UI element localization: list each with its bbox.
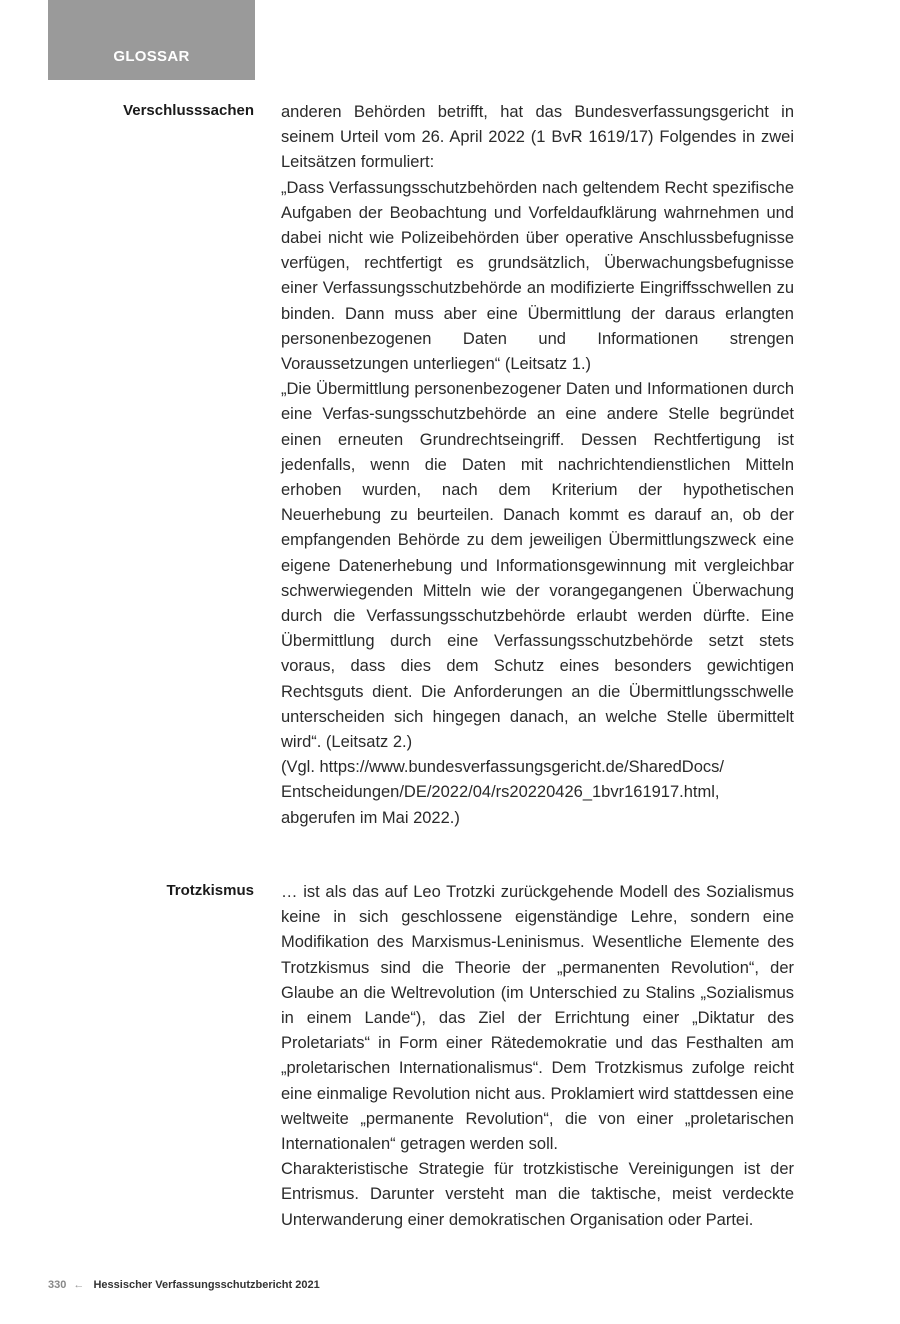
glossary-term: Trotzkismus: [166, 882, 254, 899]
page-number: 330: [48, 1279, 67, 1291]
arrow-left-icon: ←: [73, 1279, 85, 1291]
page-footer: [48, 1279, 320, 1291]
definition-paragraph: … ist als das auf Leo Trotzki zurückgehende Modell des Sozialismus keine in sich geschlossene eigenständige Lehre, sondern eine Modifikation des Marxismus-Leninismus. Wesentliche Elemente des Trotzkismus sind die Theorie der „permanenten Revolution“, der Glaube an die Weltrevolution (im Unterschied zu Stalins „Sozialismus in einem Lande“), das Ziel der Errichtung einer „Diktatur des Proletariats“ in Form einer Rätedemokratie und das Festhalten am „proletarischen Internationalismus“. Dem Trotzkismus zufolge reicht eine einmalige Revolution nicht aus. Proklamiert wird stattdessen eine weltweite „permanente Revolution“, die von einer „proletarischen Internationalen“ getragen werden soll.: [281, 883, 794, 1154]
report-title: Hessischer Verfassungsschutzbericht 2021: [93, 1279, 320, 1291]
section-tab-glossar: [48, 0, 255, 80]
definition-paragraph: Charakteristische Strategie für trotzkistische Vereinigungen ist der Entrismus. Darunter versteht man die taktische, meist verdeckte Unterwanderung einer demokratischen Organisation oder Partei.: [281, 1160, 794, 1229]
definition-paragraph: „Dass Verfassungsschutzbehörden nach geltendem Recht spezifische Aufgaben der Beobachtung und Vorfeldaufklärung wahrnehmen und dabei nicht wie Polizeibehörden über operative Anschlussbefugnisse verfügen, rechtfertigt es grundsätzlich, Überwachungsbefugnisse einer Verfassungsschutzbehörde an modifizierte Eingriffsschwellen zu binden. Dann muss aber eine Übermittlung der daraus erlangten personenbezogenen Daten und Informationen strengen Voraussetzungen unterliegen“ (Leitsatz 1.): [281, 178, 794, 374]
definition-paragraph: „Die Übermittlung personenbezogener Daten und Informationen durch eine Verfas-sungsschutzbehörde an eine andere Stelle begründet einen erneuten Grundrechtseingriff. Dessen Rechtfertigung ist jedenfalls, wenn die Daten mit nachrichtendienstlichen Mitteln erhoben wurden, nach dem Kriterium der hypothetischen Neuerhebung zu beurteilen. Danach kommt es darauf an, ob der empfangenden Behörde zu dem jeweiligen Übermittlungszweck eine eigene Datenerhebung und Informationsgewinnung mit vergleichbar schwerwiegenden Mitteln wie der vorangegangenen Überwachung durch die Verfassungsschutzbehörde erlaubt werden dürfte. Eine Übermittlung durch eine Verfassungsschutzbehörde setzt stets voraus, dass dies dem Schutz eines besonders gewichtigen Rechtsguts dient. Die Anforderungen an die Übermittlungsschwelle unterscheiden sich hingegen danach, an welche Stelle übermittelt wird“. (Leitsatz 2.): [281, 380, 794, 752]
glossary-definition: [281, 880, 794, 1233]
glossary-term: Verschlusssachen: [123, 102, 254, 119]
definition-paragraph: anderen Behörden betrifft, hat das Bundesverfassungsgericht in seinem Urteil vom 26. April 2022 (1 BvR 1619/17) Folgendes in zwei Leitsätzen formuliert:: [281, 103, 794, 172]
glossary-definition: [281, 100, 794, 831]
section-label: GLOSSAR: [113, 48, 190, 65]
citation-paragraph: (Vgl. https://www.bundesverfassungsgericht.de/SharedDocs/ Entscheidungen/DE/2022/04/rs20220426_1bvr161917.html, abgerufen im Mai 2022.): [281, 758, 724, 827]
